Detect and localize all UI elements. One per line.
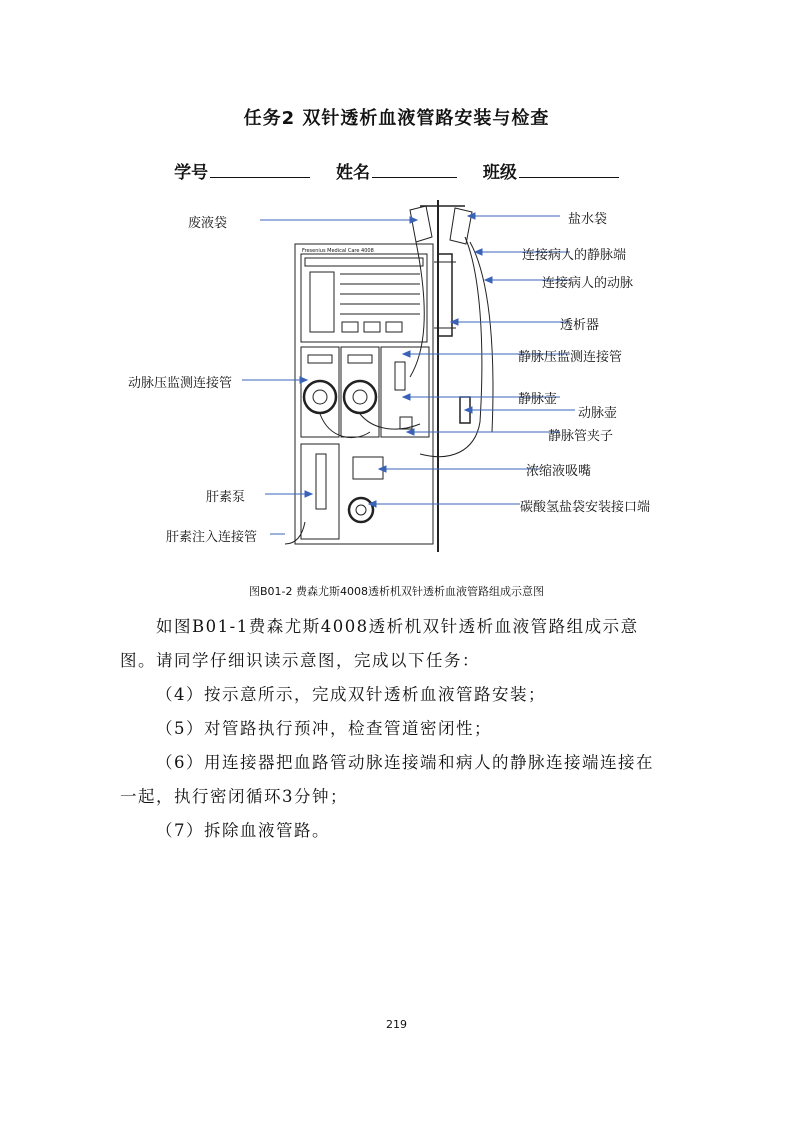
student-id-field[interactable] <box>174 158 310 183</box>
label-arterial-chamber: 动脉壶 <box>578 406 618 421</box>
student-class-field[interactable] <box>483 158 619 183</box>
student-id-label: 学号 <box>174 163 209 183</box>
student-id-blank[interactable] <box>210 159 310 178</box>
dialysis-machine-diagram <box>120 192 680 557</box>
label-venous-end: 连接病人的静脉端 <box>522 248 627 263</box>
student-info-fields <box>0 158 793 183</box>
label-venous-pressure-connector: 静脉压监测连接管 <box>518 350 623 365</box>
label-heparin-pump: 肝素泵 <box>206 490 246 505</box>
label-waste-bag: 废液袋 <box>188 216 228 231</box>
student-class-label: 班级 <box>482 163 517 183</box>
student-name-blank[interactable] <box>372 159 457 178</box>
label-saline-bag: 盐水袋 <box>568 212 608 227</box>
task-4: （4）按示意所示，完成双针透析血液管路安装； <box>156 685 546 704</box>
label-venous-clamp: 静脉管夹子 <box>548 429 614 444</box>
label-dialyzer: 透析器 <box>560 318 600 333</box>
machine-panel-text: Fresenius Medical Care 4008 <box>302 248 374 254</box>
intro-paragraph: 如图B01-1费森尤斯4008透析机双针透析血液管路组成示意图。请同学仔细识读示意图，完成以下任务： <box>120 617 639 670</box>
page-number: 219 <box>386 1018 407 1031</box>
task-7: （7）拆除血液管路。 <box>156 821 330 840</box>
student-name-label: 姓名 <box>336 163 370 183</box>
task-5: （5）对管路执行预冲，检查管道密闭性； <box>156 719 492 738</box>
label-arterial-end: 连接病人的动脉 <box>542 276 634 291</box>
student-name-field[interactable] <box>336 158 457 183</box>
label-bicarb-connector: 碳酸氢盐袋安装接口端 <box>520 500 651 515</box>
label-heparin-line: 肝素注入连接管 <box>166 530 258 545</box>
figure-caption: 图B01-2 费森尤斯4008透析机双针透析血液管路组成示意图 <box>248 585 544 598</box>
label-venous-chamber: 静脉壶 <box>518 392 558 407</box>
label-concentrate-wand: 浓缩液吸嘴 <box>526 464 592 479</box>
task-6: （6）用连接器把血路管动脉连接端和病人的静脉连接端连接在一起，执行密闭循环3分钟； <box>120 753 654 806</box>
page-title: 任务2 双针透析血液管路安装与检查 <box>243 108 550 129</box>
student-class-blank[interactable] <box>519 159 619 178</box>
label-arterial-pressure-connector: 动脉压监测连接管 <box>128 376 233 391</box>
